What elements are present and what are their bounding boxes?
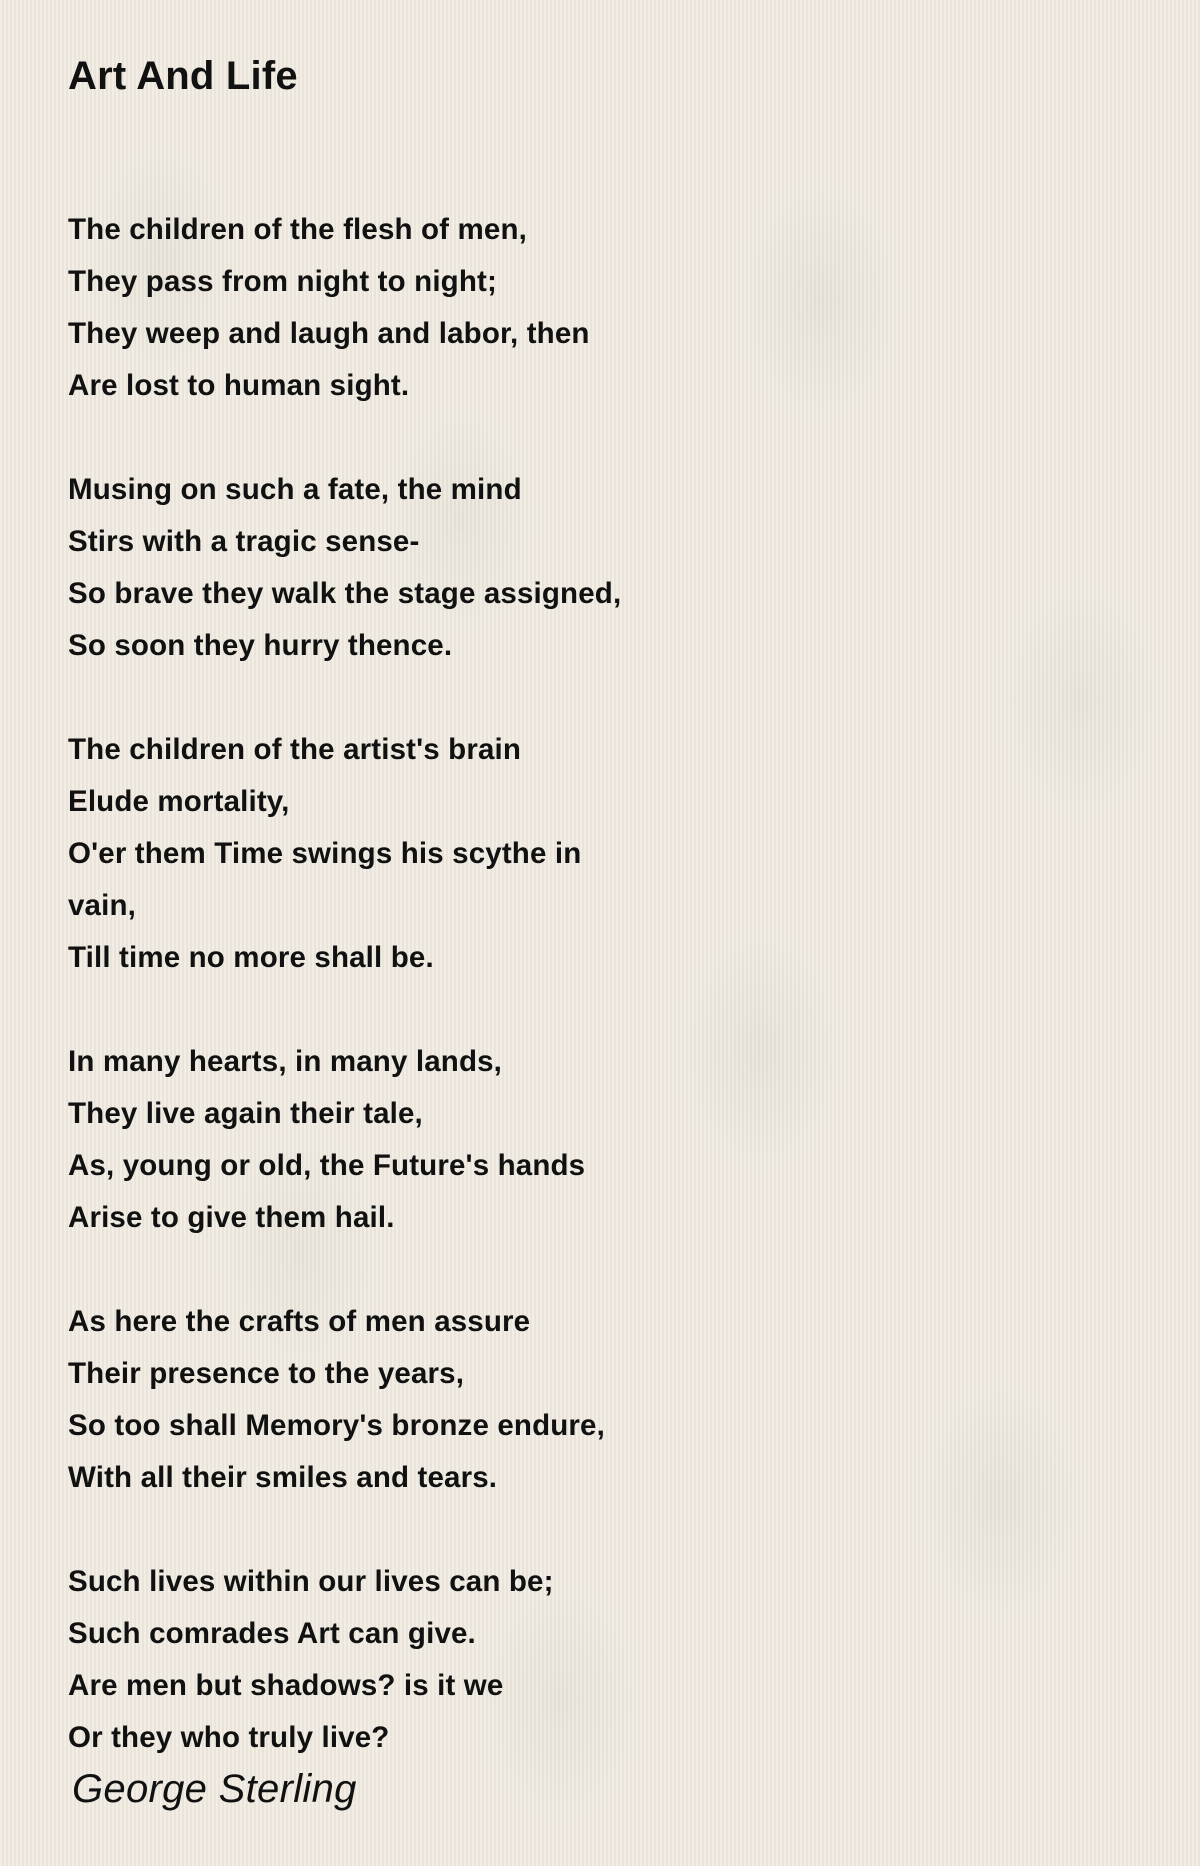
- poem-line: vain,: [68, 889, 136, 922]
- poem-line: The children of the artist's brain: [68, 733, 522, 766]
- poem-body: [68, 204, 1068, 1764]
- poem-line: As here the crafts of men assure: [68, 1305, 531, 1338]
- poem-line: Such lives within our lives can be;: [68, 1565, 554, 1598]
- poem-line: So soon they hurry thence.: [68, 629, 453, 662]
- poem-line: The children of the flesh of men,: [68, 213, 527, 246]
- poem-line: Are men but shadows? is it we: [68, 1669, 504, 1702]
- poem-line: So too shall Memory's bronze endure,: [68, 1409, 605, 1442]
- poem-line: Elude mortality,: [68, 785, 290, 818]
- poem-line: So brave they walk the stage assigned,: [68, 577, 622, 610]
- stanza-4: [68, 1036, 1068, 1244]
- poem-line: Or they who truly live?: [68, 1721, 390, 1754]
- poem-line: O'er them Time swings his scythe in: [68, 837, 582, 870]
- poem-line: Arise to give them hail.: [68, 1201, 395, 1234]
- stanza-2: [68, 464, 1068, 672]
- poem-line: Musing on such a fate, the mind: [68, 473, 522, 506]
- poem-author: George Sterling: [72, 1767, 357, 1811]
- poem-line: Till time no more shall be.: [68, 941, 434, 974]
- poem-line: In many hearts, in many lands,: [68, 1045, 503, 1078]
- stanza-3: [68, 724, 1068, 984]
- poem-line: They pass from night to night;: [68, 265, 497, 298]
- poem-line: Are lost to human sight.: [68, 369, 410, 402]
- poem-page: [68, 52, 1068, 1764]
- poem-line: With all their smiles and tears.: [68, 1461, 498, 1494]
- poem-line: Stirs with a tragic sense-: [68, 525, 420, 558]
- poem-line: Such comrades Art can give.: [68, 1617, 476, 1650]
- stanza-5: [68, 1296, 1068, 1504]
- stanza-6: [68, 1556, 1068, 1764]
- poem-line: As, young or old, the Future's hands: [68, 1149, 586, 1182]
- poem-title: Art And Life: [68, 54, 298, 98]
- poem-line: They weep and laugh and labor, then: [68, 317, 590, 350]
- poem-line: They live again their tale,: [68, 1097, 423, 1130]
- poem-line: Their presence to the years,: [68, 1357, 465, 1390]
- stanza-1: [68, 204, 1068, 412]
